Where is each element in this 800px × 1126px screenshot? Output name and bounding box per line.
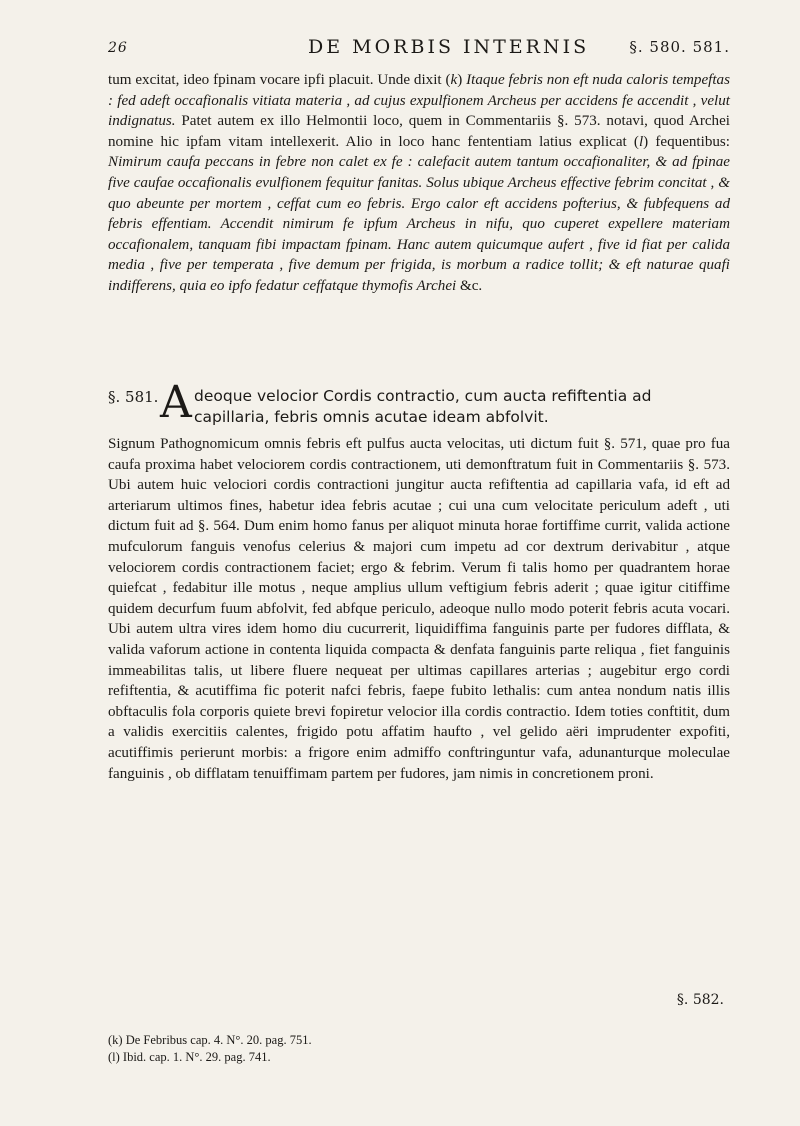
text-run: &c. (456, 277, 483, 294)
text-run: ) (457, 72, 467, 88)
section-heading (108, 377, 730, 430)
commentary-paragraph: Signum Pathognomicum omnis febris eft pulfus aucta velocitas, uti dictum fuit §. 571, quae pro fua caufa proxima habet velociorem cordis contractionem, uti demonftratum fuit in Commentariis §. 573. Ubi autem huic velociori cordis contractioni jungitur aucta refiftentia ad capillaria vafa, id eft ad arteriarum ultimos fines, habetur idea febris acutae ; cui una cum velocitate periculum adeft , uti dictum fuit ad §. 564. Dum enim homo fanus per aliquot minuta horae fortiffime currit, valida actione mufculorum fanguis venofus celerius & majori cum impetu ad cor dextrum derivabitur , atque velociorem cordis contractionem faciet; ergo & febrim. Verum fi talis homo per quadrantem horae quiefcat , fedabitur ille motus , neque amplius ullum veftigium febris aderit ; quae igitur citiffime quidem decurfum fuum abfolvit, fed abfque periculo, adeoque nullo modo poterit febris acuta vocari. Ubi autem ultra vires idem homo diu cucurrerit, liquidiffima fanguinis parte per fudores difflata, & valida vaforum actione in contenta liquida compacta & denfata fanguinis parte reliqua , fiet fanguinis immeabilitas talis, ut libere fluere nequeat per ultimas capillares arterias ; augebitur ergo cordi refiftentia, & acutiffima fic poterit nafci febris, faepe fubito lethalis: cum antea nondum natis illis obftaculis fola corporis quiete brevi fopiretur velocior illa cordis contractio. Idem toties conftitit, dum a validis exercitiis calentes, frigido potu affatim haufto , vel gelido aëri imprudenter expofiti, acutiffimis perierunt morbis: a frigore enim admiffo conftringuntur vafa, adunanturque moleculae fanguinis , ob difflatam tenuiffimam partem per fudores, jam nimis in concretionem proni. (108, 436, 730, 782)
footnote-ref-k: k (450, 72, 458, 88)
section-number: §. 581. (108, 388, 159, 406)
drop-cap: A (160, 377, 192, 428)
paragraph-continued (108, 70, 730, 297)
page-number: 26 (108, 40, 128, 56)
text-run: ) fequentibus: (643, 133, 730, 150)
footnote-ref-l: l (638, 133, 644, 150)
footnote-l: (l) Ibid. cap. 1. N°. 29. pag. 741. (108, 1050, 271, 1064)
footnotes (108, 1032, 730, 1066)
running-title: DE MORBIS INTERNIS (308, 36, 590, 58)
text-run: tum excitat, ideo fpinam vocare ipfi placuit. Unde dixit ( (108, 72, 451, 88)
section-range: §. 580. 581. (629, 38, 730, 56)
aphorism-text: deoque velocior Cordis contractio, cum aucta refiftentia ad capillaria, febris omnis acutae ideam abfolvit. (194, 387, 652, 426)
footnote-k: (k) De Febribus cap. 4. N°. 20. pag. 751. (108, 1033, 312, 1047)
text-run: Patet autem ex illo Helmontii loco, quem in Commentariis §. 573. notavi, quod Archei nomine hic ipfam vitam intellexerit. Alio in loco hanc fententiam latius explicat ( (108, 113, 730, 150)
catchword: §. 582. (676, 992, 724, 1008)
quotation: Itaque febris non eft nuda caloris tempeftas : fed adeft occafionalis vitiata materia , ad cujus expulfionem Archeus per accidens fe accendit , velut indignatus. (108, 72, 730, 130)
quotation: Nimirum caufa peccans in febre non calet ex fe : calefacit autem tantum occafionaliter, & ad fpinae five caufae occafionalis evulfionem fequitur fanitas. Solus ubique Archeus effective febrim concitat , & quo abeunte per mortem , ceffat cum eo febris. Ergo calor eft accidens pofterius, & fubfequens ad febris effentiam. Accendit nimirum fe ipfum Archeus in nifu, quo cuperet expellere materiam occafionalem, tanquam fibi impactam fpinam. Hanc autem quicumque aufert , five id fiat per calida media , five per temperata , five demum per frigida, is morbum a radice tollit; & eft naturae quafi indifferens, quia eo ipfo fedatur ceffatque thymofis Archei (108, 154, 730, 294)
running-header (108, 32, 730, 62)
